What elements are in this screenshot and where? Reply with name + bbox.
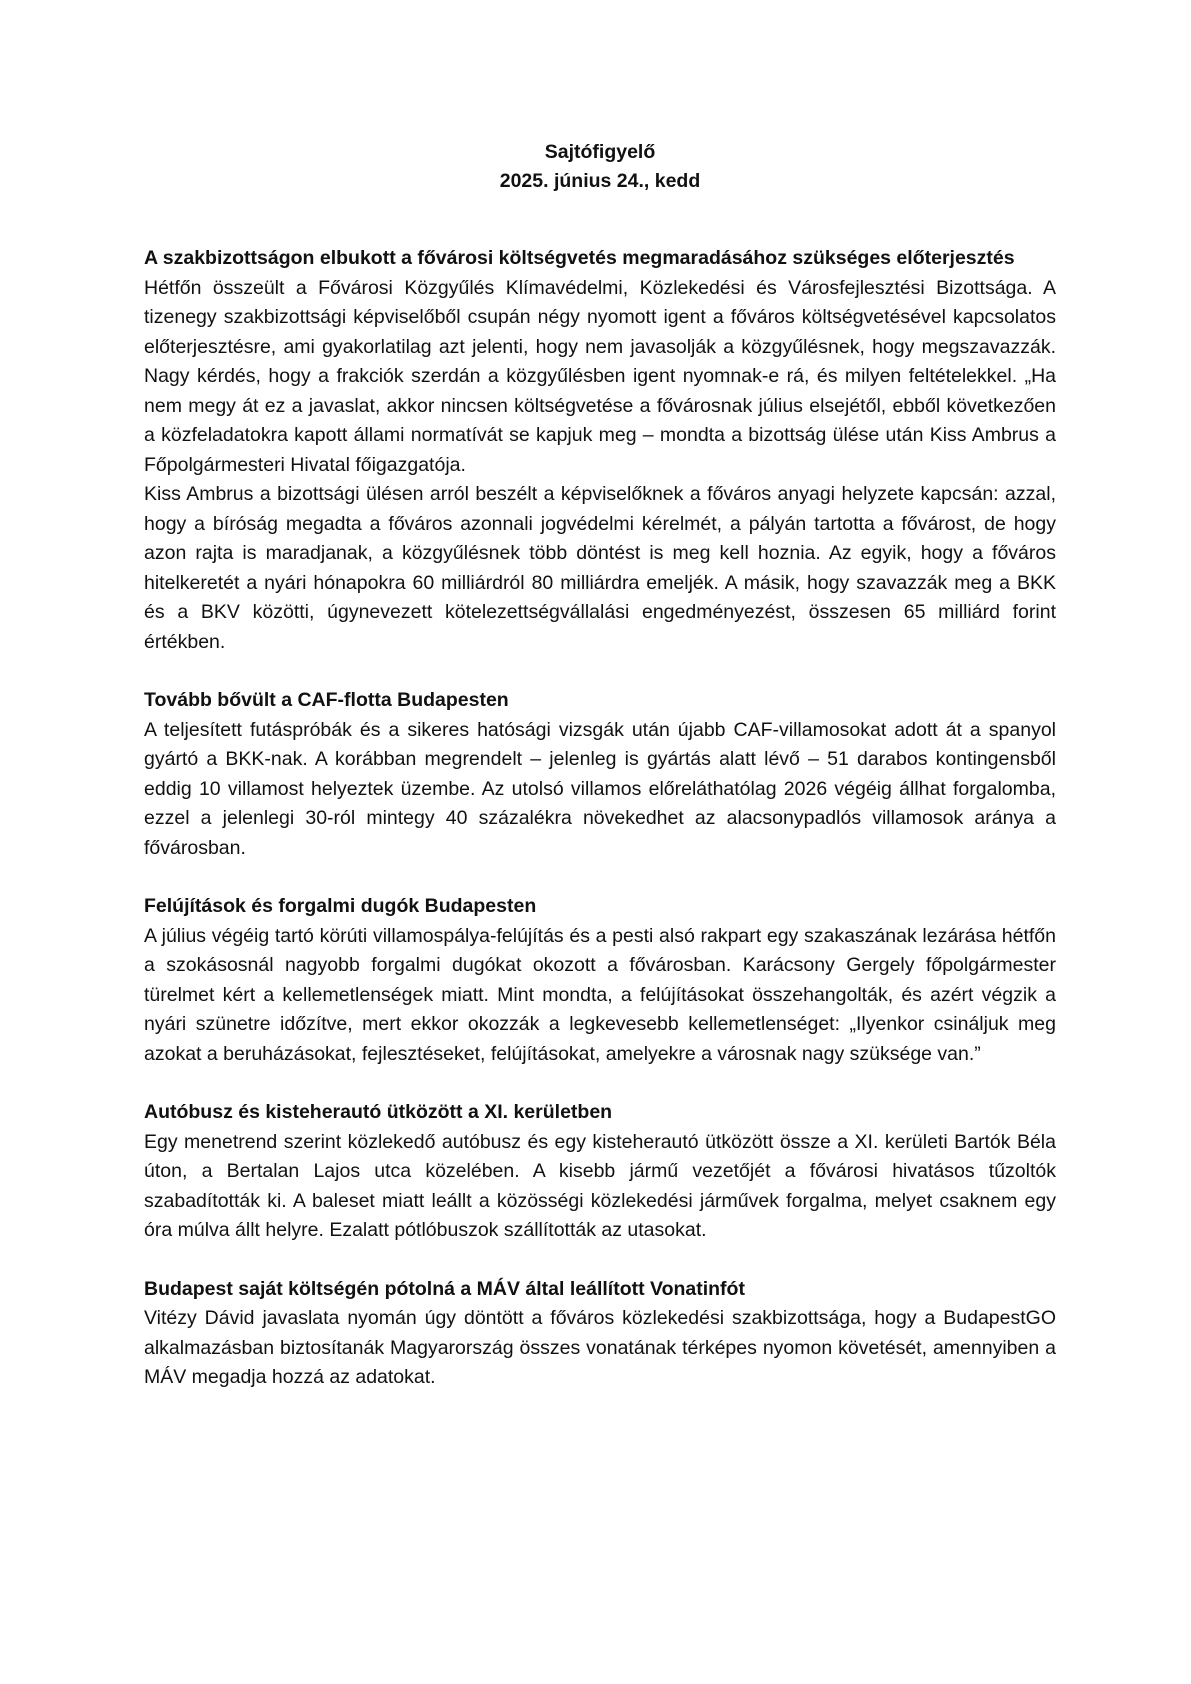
article-paragraph: A július végéig tartó körúti villamospálya-felújítás és a pesti alsó rakpart egy szakaszának lezárása hétfőn a szokásosnál nagyobb forgalmi dugókat okozott a fővárosban. Karácsony Gergely főpolgármester türelmet kért a kellemetlenségek miatt. Mint mondta, a felújításokat összehangolták, és azért végzik a nyári szünetre időzítve, mert ekkor okozzák a legkevesebb kellemetlenséget: „Ilyenkor csináljuk meg azokat a beruházásokat, fejlesztéseket, felújításokat, amelyekre a városnak nagy szüksége van.” [144,924,1056,1065]
article-paragraph: Vitézy Dávid javaslata nyomán úgy döntött a főváros közlekedési szakbizottsága, hogy a BudapestGO alkalmazásban biztosítanák Magyarország összes vonatának térképes nyomon követését, amennyiben a MÁV megadja hozzá az adatokat. [144,1307,1056,1388]
document-page [144,138,1056,1422]
document-title: Sajtófigyelő [544,141,656,163]
article-headline: A szakbizottságon elbukott a fővárosi költségvetés megmaradásához szükséges előterjesztés [144,247,1015,269]
article-paragraph: Kiss Ambrus a bizottsági ülésen arról beszélt a képviselőknek a főváros anyagi helyzete kapcsán: azzal, hogy a bíróság megadta a főváros azonnali jogvédelmi kérelmét, a pályán tartotta a fővárost, de hogy azon rajta is maradjanak, a közgyűlésnek több döntést is meg kell hoznia. Az egyik, hogy a főváros hitelkeretét a nyári hónapokra 60 milliárdról 80 milliárdra emeljék. A másik, hogy szavazzák meg a BKK és a BKV közötti, úgynevezett kötelezettségvállalási engedményezést, összesen 65 milliárd forint értékben. [144,483,1056,653]
article-bus-collision [144,1098,1056,1246]
article-budget [144,244,1056,657]
article-headline: Autóbusz és kisteherautó ütközött a XI. kerületben [144,1101,613,1123]
article-vonatinfo [144,1275,1056,1393]
article-paragraph: Egy menetrend szerint közlekedő autóbusz és egy kisteherautó ütközött össze a XI. kerületi Bartók Béla úton, a Bertalan Lajos utca közelében. A kisebb jármű vezetőjét a fővárosi hivatásos tűzoltók szabadították ki. A baleset miatt leállt a közösségi közlekedési járművek forgalma, melyet csaknem egy óra múlva állt helyre. Ezalatt pótlóbuszok szállították az utasokat. [144,1130,1056,1241]
document-date: 2025. június 24., kedd [499,170,701,192]
article-headline: Felújítások és forgalmi dugók Budapesten [144,895,537,917]
article-renovations [144,892,1056,1069]
article-paragraph: Hétfőn összeült a Fővárosi Közgyűlés Klímavédelmi, Közlekedési és Városfejlesztési Bizottsága. A tizenegy szakbizottsági képviselőből csupán négy nyomott igent a főváros költségvetésével kapcsolatos előterjesztésre, ami gyakorlatilag azt jelenti, hogy nem javasolják a közgyűlésnek, hogy megszavazzák. Nagy kérdés, hogy a frakciók szerdán a közgyűlésben igent nyomnak-e rá, és milyen feltételekkel. „Ha nem megy át ez a javaslat, akkor nincsen költségvetése a fővárosnak július elsejétől, ebből következően a közfeladatokra kapott állami normatívát se kapjuk meg – mondta a bizottság ülése után Kiss Ambrus a Főpolgármesteri Hivatal főigazgatója. [144,276,1056,476]
article-caf-fleet [144,686,1056,863]
document-header [144,138,1056,196]
article-headline: Tovább bővült a CAF-flotta Budapesten [144,689,509,711]
article-paragraph: A teljesített futáspróbák és a sikeres hatósági vizsgák után újabb CAF-villamosokat adott át a spanyol gyártó a BKK-nak. A korábban megrendelt – jelenleg is gyártás alatt lévő – 51 darabos kontingensből eddig 10 villamost helyeztek üzembe. Az utolsó villamos előreláthatólag 2026 végéig állhat forgalomba, ezzel a jelenlegi 30-ról mintegy 40 százalékra növekedhet az alacsonypadlós villamosok aránya a fővárosban. [144,718,1056,859]
article-headline: Budapest saját költségén pótolná a MÁV által leállított Vonatinfót [144,1277,745,1300]
